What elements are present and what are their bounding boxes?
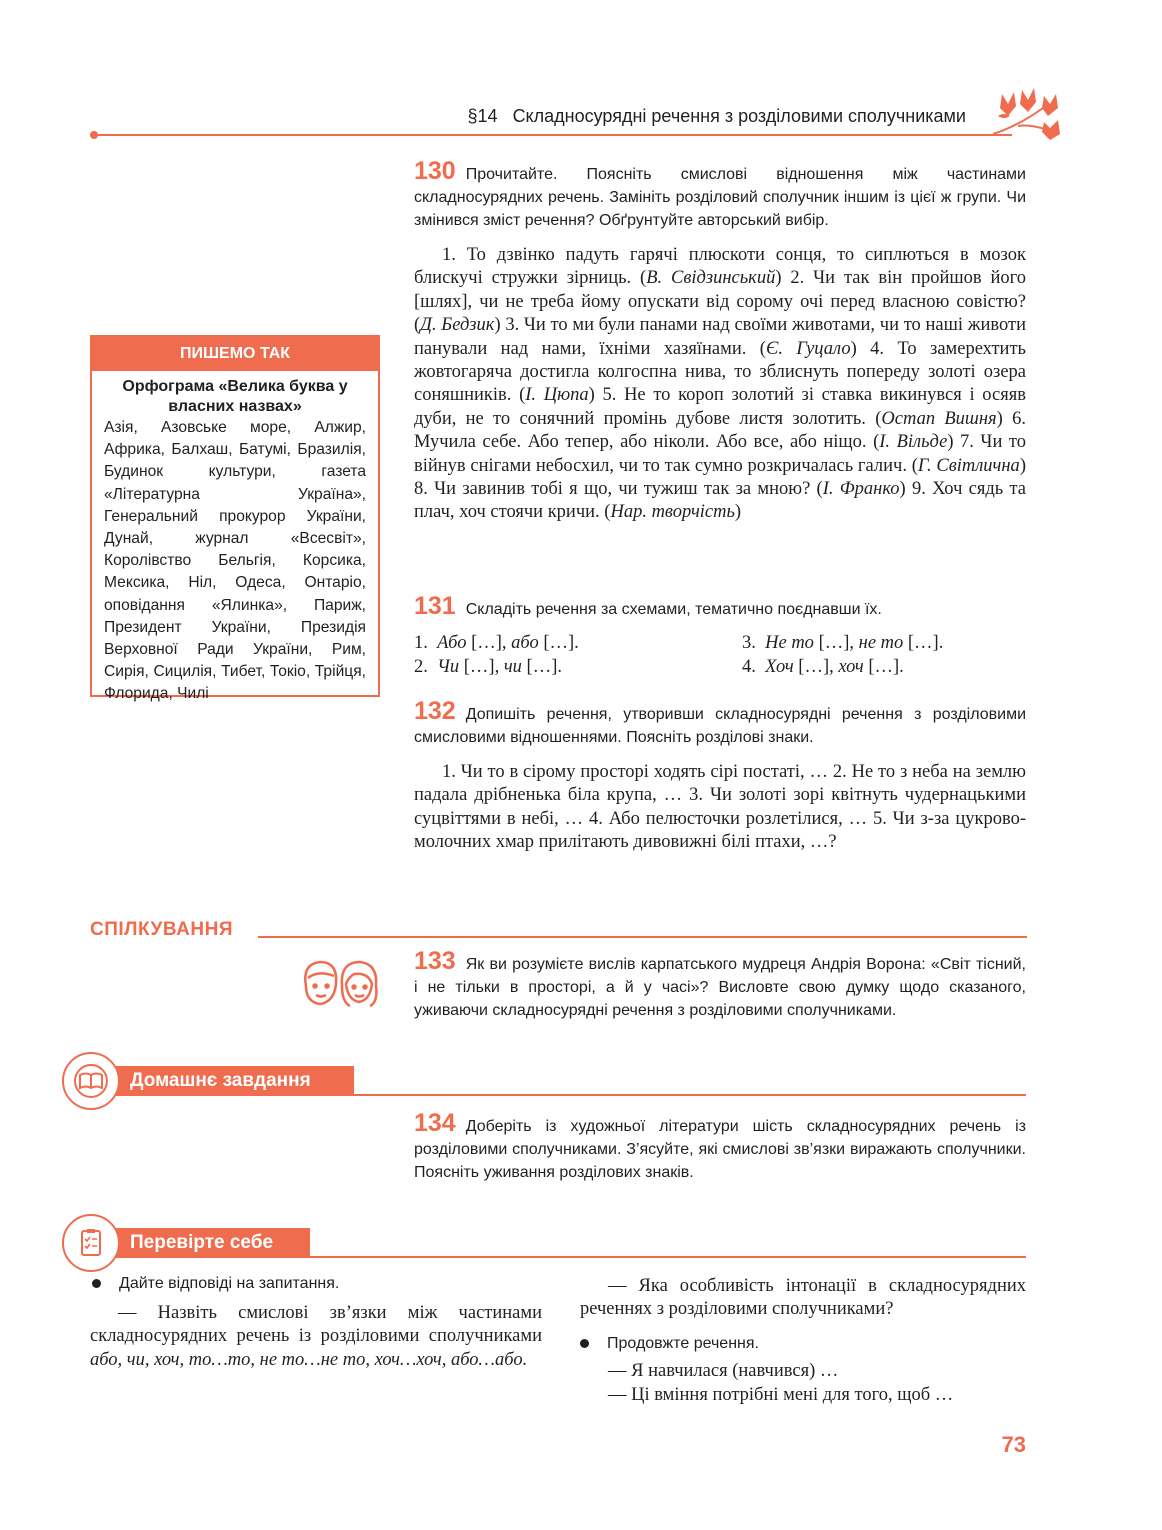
author: Нар. творчість (610, 502, 735, 523)
rule-box-title: Орфограма «Велика буква у власних назвах» (122, 378, 348, 415)
selfcheck-bullet-2 (580, 1335, 759, 1353)
header-rule (94, 134, 1012, 136)
scheme-3: 3. Не то […], не то […]. (742, 633, 944, 653)
author: І. Вільде (879, 432, 948, 453)
conjunctions: або, чи, хоч, то…то, не то…не то, хоч…хоч, або…або. (90, 1349, 528, 1370)
author: Г. Світлична (917, 455, 1020, 476)
exercise-number: 133 (414, 947, 456, 975)
exercise-131-task (414, 592, 1026, 621)
selfcheck-continue-2 (580, 1384, 1026, 1407)
sentence: ) 8. Чи завинив тобі я що, чи тужиш так за мною? ( (414, 455, 1026, 500)
author: Є. Гуцало (765, 338, 851, 359)
homework-icon-circle (62, 1052, 120, 1110)
task-text: Допишіть речення, утворивши складносурядні речення з розділовими смисловими відношеннями. Поясніть розділові знаки. (414, 706, 1026, 746)
selfcheck-heading: Перевірте себе (130, 1232, 274, 1253)
checklist-icon (74, 1226, 108, 1260)
selfcheck-bullet-1 (92, 1275, 339, 1293)
exercise-132-text (414, 761, 1026, 855)
sentence: ) (734, 502, 742, 523)
author: І. Цюпа (525, 385, 589, 406)
sentence: ) 4. То замерехтить жовтогаряча достигла колгоспна нива, то зблиснуть попереду золоті озера соняшників. ( (414, 338, 1026, 406)
rule-box-examples: Азія, Азовське море, Алжир, Африка, Балхаш, Батумі, Бразилія, Будинок культури, газета «Літературна Україна», Генеральний прокурор України, Дунай, журнал «Всесвіт», Королівство Бельгія, Корсика, Мексика, Ніл, Одеса, Онтаріо, оповідання «Ялинка», Париж, Президент України, Президія Верховної Ради України, Рим, Сирія, Сицилія, Тибет, Токіо, Трійця, Флорида, Чилі (104, 419, 366, 703)
sentence: 1. То дзвінко падуть гарячі плюскоти сонця, то сиплються в мозок блискучі стружки зірниць. ( (414, 245, 1026, 289)
section-number: §14 (467, 106, 498, 126)
sentence: ) 9. Хоч сядь та плач, хоч стоячи кричи. ( (414, 479, 1026, 523)
exercise-130-text (414, 244, 1026, 525)
selfcheck-icon-circle (62, 1214, 120, 1272)
scheme-4: 4. Хоч […], хоч […]. (742, 657, 904, 677)
homework-rule (354, 1094, 1026, 1096)
selfcheck-question-1 (90, 1302, 542, 1372)
bullet-text: Дайте відповіді на запитання. (119, 1275, 340, 1292)
selfcheck-banner (96, 1228, 310, 1258)
exercise-132-paragraph: 1. Чи то в сірому просторі ходять сірі постаті, … 2. Не то з неба на землю падала дрібненька біла крупа, … 3. Чи золоті зорі квітнуть чудернацькими суцвіттями в небі, … 4. Або пелюсточки розлетілися, … 5. Чи з-за цукрово-молочних хмар прилітають дивовижні білі птахи, …? (414, 762, 1026, 853)
communication-rule (258, 936, 1027, 938)
exercise-number: 131 (414, 592, 456, 620)
task-text: Складіть речення за схемами, тематично поєднавши їх. (465, 601, 882, 618)
page-number: 73 (1001, 1432, 1026, 1457)
communication-heading: СПІЛКУВАННЯ (90, 919, 233, 940)
bullet-icon (92, 1279, 101, 1288)
exercise-130-paragraph (414, 244, 1026, 525)
section-title: Складносурядні речення з розділовими сполучниками (512, 106, 966, 126)
scheme-1: 1. Або […], або […]. (414, 633, 579, 653)
sentence: ) 7. Чи то війнув снігами небосхил, чи то так сумно розкричалась галич. ( (414, 432, 1026, 476)
author: Д. Бедзик (420, 315, 495, 336)
author: І. Франко (822, 479, 900, 500)
exercise-number: 132 (414, 697, 456, 725)
selfcheck-rule (310, 1256, 1026, 1258)
exercise-number: 134 (414, 1109, 456, 1137)
sentence: ) 5. Не то короп золотий зі ставка викинувся і осяяв дуби, не то сонячний промінь дубове листя золотить. ( (414, 385, 1026, 429)
bullet-text: Продовжте речення. (607, 1335, 759, 1352)
exercise-133-task (414, 947, 1026, 1022)
question-paragraph: — Яка особливість інтонації в складносурядних реченнях з розділовими сполучниками? (580, 1276, 1026, 1320)
sentence: ) 2. Чи так він пройшов його [шлях], чи не треба йому опускати від сорому очі перед власною совістю? ( (414, 268, 1026, 336)
sentence: ) 3. Чи то ми були панами над своїми животами, чи то наші животи панували над нами, їхніми хазяїнами. ( (414, 315, 1026, 359)
scheme-2: 2. Чи […], чи […]. (414, 657, 562, 677)
homework-heading: Домашнє завдання (130, 1070, 311, 1091)
selfcheck-question-2 (580, 1275, 1026, 1322)
spelling-rule-box (90, 335, 380, 703)
running-header (380, 106, 966, 127)
two-people-icon (298, 956, 382, 1010)
header-dot (90, 131, 98, 139)
task-text: Прочитайте. Поясніть смислові відношення між частинами складносурядних речень. Замініть розділовий сполучник іншим із цієї ж групи. Чи змінився зміст речення? Обґрунтуйте авторський вибір. (414, 166, 1026, 229)
exercise-130-task (414, 157, 1026, 232)
bullet-icon (580, 1339, 589, 1348)
exercise-134-task (414, 1109, 1026, 1184)
continuation-line: — Ці вміння потрібні мені для того, щоб … (608, 1385, 954, 1405)
exercise-132-task (414, 697, 1026, 749)
exercise-number: 130 (414, 157, 456, 185)
continuation-line: — Я навчилася (навчився) … (608, 1361, 839, 1381)
author: В. Свідзинський (646, 268, 776, 289)
sentence: ) 6. Мучила себе. Або тепер, або ніколи. Або все, або ніщо. ( (414, 408, 1026, 453)
rule-box-heading: ПИШЕМО ТАК (92, 337, 378, 371)
task-text: Як ви розумієте вислів карпатського мудреця Андрія Ворона: «Світ тісний, і не тільки в просторі, а й у часі»? Висловте свою думку щодо сказаного, уживаючи складносурядні речення з розділовими сполучниками. (414, 956, 1026, 1019)
selfcheck-continue-1 (580, 1360, 1026, 1383)
author: Остап Вишня (881, 408, 997, 429)
question-paragraph (90, 1302, 542, 1372)
homework-banner (96, 1066, 354, 1096)
question-text: — Назвіть смислові зв’язки між частинами складносурядних речень із розділовими сполучниками (90, 1303, 542, 1347)
open-book-icon (74, 1064, 108, 1098)
task-text: Доберіть із художньої літератури шість складносурядних речень із розділовими сполучниками. З’ясуйте, які смислові зв’язки виражають сполучники. Поясніть уживання розділових знаків. (414, 1118, 1026, 1181)
flower-ornament-icon (988, 86, 1068, 146)
